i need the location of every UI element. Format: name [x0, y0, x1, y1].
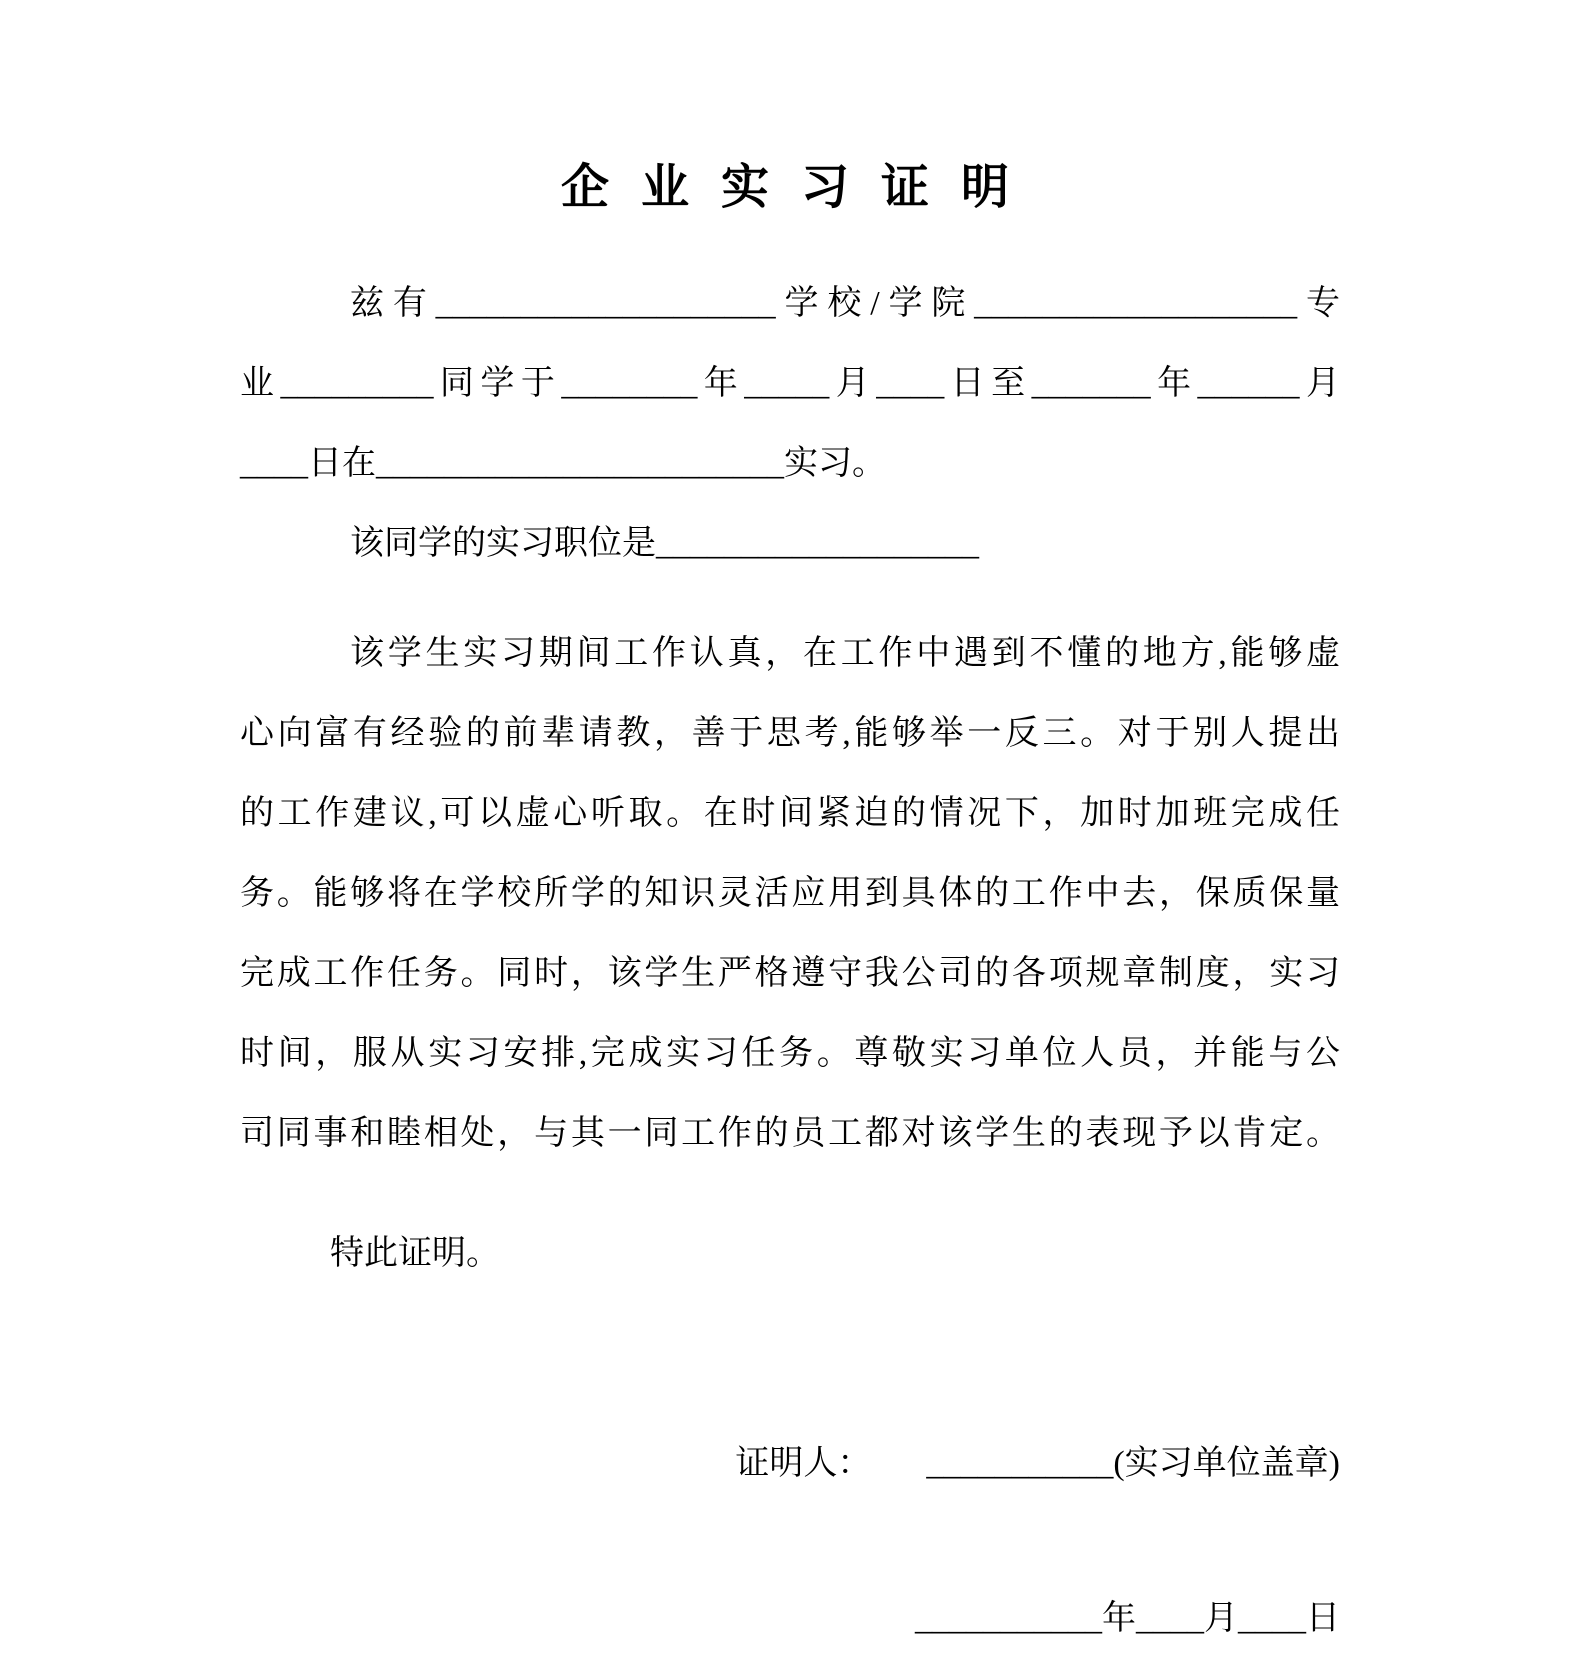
evaluation-line-6: 时间，服从实习安排,完成实习任务。尊敬实习单位人员，并能与公 — [240, 1035, 1340, 1072]
position-line: 该同学的实习职位是___________________ — [350, 525, 979, 562]
evaluation-line-5: 完成工作任务。同时，该学生严格遵守我公司的各项规章制度，实习 — [240, 955, 1340, 992]
witness-line — [240, 1424, 1340, 1504]
evaluation-line-4: 务。能够将在学校所学的知识灵活应用到具体的工作中去，保质保量 — [240, 875, 1340, 912]
evaluation-line-1: 该学生实习期间工作认真，在工作中遇到不懂的地方,能够虚 — [350, 635, 1340, 672]
date-line: ___________年____月____日 — [915, 1600, 1340, 1637]
evaluation-line-7: 司同事和睦相处，与其一同工作的员工都对该学生的表现予以肯定。 — [240, 1115, 1340, 1152]
witness-stamp-note: (实习单位盖章) — [1113, 1445, 1340, 1482]
document-body — [240, 264, 1340, 1658]
attest-line: 特此证明。 — [330, 1235, 500, 1272]
intro-line-3: ____日在________________________实习。 — [240, 445, 886, 482]
witness-signature-blank: ___________ — [926, 1445, 1114, 1482]
intro-line-1: 兹有____________________学校/学院___________________专 — [350, 285, 1340, 322]
intro-line-2: 业_________同学于________年_____月____日至_______年______月 — [240, 365, 1340, 402]
witness-label: 证明人： — [735, 1445, 872, 1482]
evaluation-line-3: 的工作建议,可以虚心听取。在时间紧迫的情况下，加时加班完成任 — [240, 795, 1340, 832]
evaluation-line-2: 心向富有经验的前辈请教，善于思考,能够举一反三。对于别人提出 — [240, 715, 1340, 752]
document-title: 企 业 实 习 证 明 — [560, 161, 1019, 214]
